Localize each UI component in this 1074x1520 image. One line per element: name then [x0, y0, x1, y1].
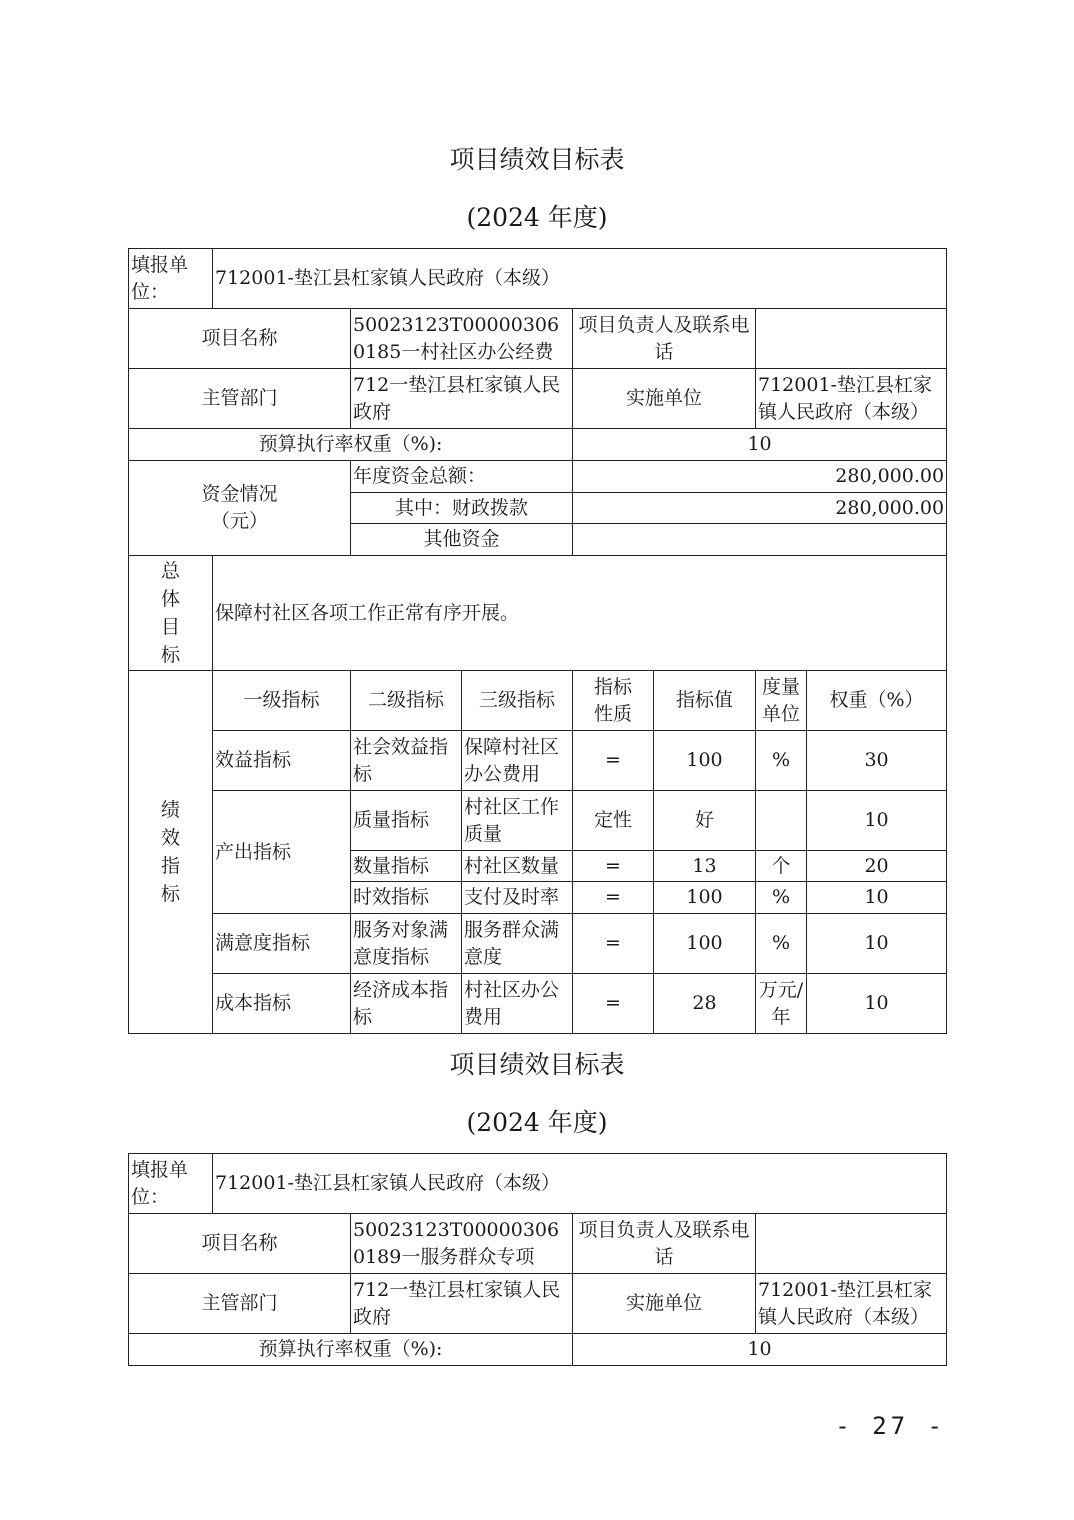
header-unit: 度量单位	[756, 671, 807, 731]
fiscal-value: 280,000.00	[573, 493, 947, 524]
other-label: 其他资金	[351, 524, 573, 556]
row-level3: 村社区数量	[462, 851, 573, 882]
unit-value: 712001-垫江县杠家镇人民政府（本级）	[213, 1154, 947, 1214]
header-nature: 指标性质	[573, 671, 654, 731]
table1-year: (2024 年度)	[466, 203, 608, 232]
table-row	[129, 914, 947, 974]
leader-label: 项目负责人及联系电话	[573, 1214, 756, 1274]
row-nature: =	[573, 731, 654, 791]
row-unit: %	[756, 914, 807, 974]
row-value: 100	[654, 914, 756, 974]
row-level1: 产出指标	[213, 791, 351, 914]
dept-value: 712一垫江县杠家镇人民政府	[351, 369, 573, 429]
row-unit: 个	[756, 851, 807, 882]
project-name-label: 项目名称	[129, 1214, 351, 1274]
row-level1: 成本指标	[213, 974, 351, 1034]
goal-value: 保障村社区各项工作正常有序开展。	[213, 556, 947, 671]
row-nature: =	[573, 914, 654, 974]
dept-label: 主管部门	[129, 1274, 351, 1334]
project-name-value: 50023123T000003060189一服务群众专项	[351, 1214, 573, 1274]
leader-value	[756, 309, 947, 369]
budget-rate-value: 10	[573, 1334, 947, 1366]
perf-label: 绩效指标	[129, 671, 213, 1034]
row-weight: 10	[807, 974, 947, 1034]
row-level3: 服务群众满意度	[462, 914, 573, 974]
row-level2: 服务对象满意度指标	[351, 914, 462, 974]
funds-label: 资金情况（元）	[129, 461, 351, 556]
row-value: 13	[654, 851, 756, 882]
row-weight: 20	[807, 851, 947, 882]
leader-value	[756, 1214, 947, 1274]
row-level1: 满意度指标	[213, 914, 351, 974]
row-unit: %	[756, 882, 807, 914]
budget-rate-label: 预算执行率权重（%):	[129, 429, 573, 461]
row-level2: 社会效益指标	[351, 731, 462, 791]
goal-label: 总体目标	[129, 556, 213, 671]
table1-title: 项目绩效目标表	[449, 145, 625, 174]
impl-value: 712001-垫江县杠家镇人民政府（本级）	[756, 369, 947, 429]
row-nature: =	[573, 974, 654, 1034]
table2-title: 项目绩效目标表	[449, 1050, 625, 1079]
row-weight: 10	[807, 882, 947, 914]
row-unit	[756, 791, 807, 851]
fiscal-label: 其中：财政拨款	[351, 493, 573, 524]
project-name-value: 50023123T000003060185一村社区办公经费	[351, 309, 573, 369]
project-name-label: 项目名称	[129, 309, 351, 369]
row-level2: 质量指标	[351, 791, 462, 851]
row-level3: 村社区办公费用	[462, 974, 573, 1034]
table-row	[129, 974, 947, 1034]
budget-rate-label: 预算执行率权重（%):	[129, 1334, 573, 1366]
row-nature: =	[573, 882, 654, 914]
row-level2: 经济成本指标	[351, 974, 462, 1034]
header-weight: 权重（%）	[807, 671, 947, 731]
row-value: 100	[654, 731, 756, 791]
budget-rate-value: 10	[573, 429, 947, 461]
table-row	[129, 731, 947, 791]
page-number: - 27 -	[835, 1412, 946, 1440]
row-unit: %	[756, 731, 807, 791]
row-value: 28	[654, 974, 756, 1034]
row-level2: 数量指标	[351, 851, 462, 882]
row-level3: 村社区工作质量	[462, 791, 573, 851]
row-level2: 时效指标	[351, 882, 462, 914]
leader-label: 项目负责人及联系电话	[573, 309, 756, 369]
row-weight: 10	[807, 791, 947, 851]
dept-label: 主管部门	[129, 369, 351, 429]
header-level2: 二级指标	[351, 671, 462, 731]
annual-total-label: 年度资金总额：	[351, 461, 573, 493]
header-level3: 三级指标	[462, 671, 573, 731]
impl-label: 实施单位	[573, 369, 756, 429]
table-row	[129, 791, 947, 851]
row-value: 好	[654, 791, 756, 851]
annual-total-value: 280,000.00	[573, 461, 947, 493]
unit-value: 712001-垫江县杠家镇人民政府（本级）	[213, 249, 947, 309]
impl-label: 实施单位	[573, 1274, 756, 1334]
row-nature: 定性	[573, 791, 654, 851]
row-weight: 30	[807, 731, 947, 791]
header-value: 指标值	[654, 671, 756, 731]
other-value	[573, 524, 947, 556]
row-level3: 保障村社区办公费用	[462, 731, 573, 791]
row-unit: 万元/年	[756, 974, 807, 1034]
table2-year: (2024 年度)	[466, 1108, 608, 1137]
row-value: 100	[654, 882, 756, 914]
header-level1: 一级指标	[213, 671, 351, 731]
impl-value: 712001-垫江县杠家镇人民政府（本级）	[756, 1274, 947, 1334]
unit-label: 填报单位：	[129, 1154, 213, 1214]
row-level3: 支付及时率	[462, 882, 573, 914]
table1-performance-table	[128, 248, 947, 1034]
dept-value: 712一垫江县杠家镇人民政府	[351, 1274, 573, 1334]
unit-label: 填报单位：	[129, 249, 213, 309]
row-level1: 效益指标	[213, 731, 351, 791]
row-weight: 10	[807, 914, 947, 974]
table2-performance-table	[128, 1153, 947, 1366]
row-nature: =	[573, 851, 654, 882]
